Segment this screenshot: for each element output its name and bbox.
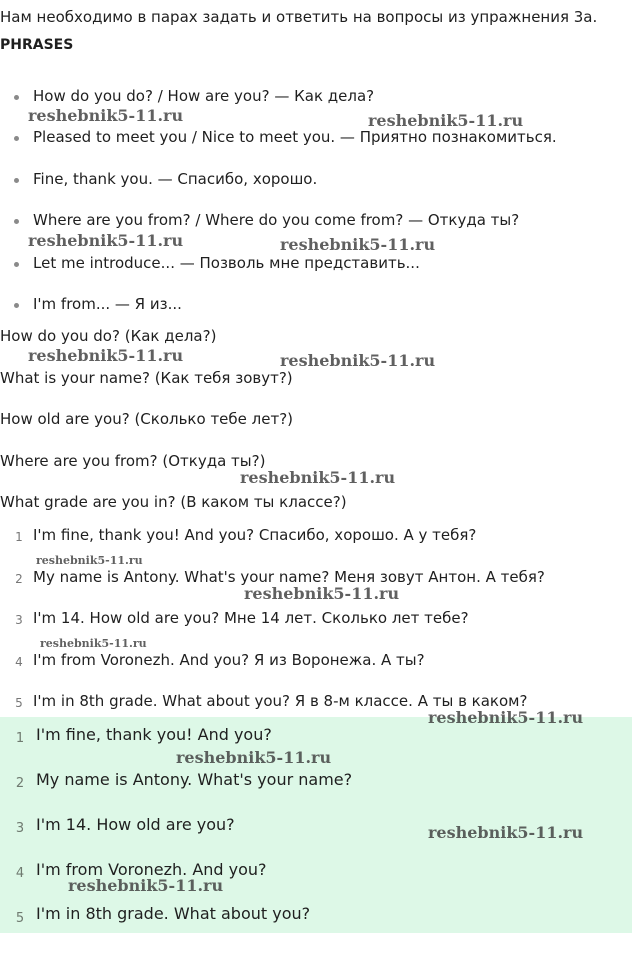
watermark-text: reshebnik5-11.ru [68, 876, 224, 895]
watermark-text: reshebnik5-11.ru [244, 584, 400, 603]
bullet-icon [14, 219, 19, 224]
phrase-item: Fine, thank you. — Спасибо, хорошо. [33, 170, 318, 188]
watermark-text: reshebnik5-11.ru [368, 111, 524, 130]
list-number: 5 [15, 696, 23, 710]
bullet-icon [14, 178, 19, 183]
highlighted-answer-item: I'm from Voronezh. And you? [36, 860, 267, 879]
list-number: 4 [15, 655, 23, 669]
watermark-text: reshebnik5-11.ru [280, 235, 436, 254]
phrases-heading: PHRASES [0, 37, 74, 53]
phrase-item: I'm from... — Я из... [33, 295, 182, 313]
list-number: 1 [15, 731, 25, 746]
phrase-item: Pleased to meet you / Nice to meet you. — Приятно познакомиться. [33, 128, 557, 146]
answer-item: My name is Antony. What's your name? Меня зовут Антон. А тебя? [33, 568, 545, 586]
list-number: 5 [15, 911, 25, 926]
watermark-text: reshebnik5-11.ru [240, 468, 396, 487]
watermark-text: reshebnik5-11.ru [28, 106, 184, 125]
watermark-text: reshebnik5-11.ru [428, 708, 584, 727]
question-line: Where are you from? (Откуда ты?) [0, 452, 266, 470]
answer-item: I'm from Voronezh. And you? Я из Воронежа. А ты? [33, 651, 425, 669]
phrase-item: Let me introduce... — Позволь мне представить... [33, 254, 420, 272]
question-line: What is your name? (Как тебя зовут?) [0, 369, 293, 387]
bullet-icon [14, 95, 19, 100]
answer-item: I'm fine, thank you! And you? Спасибо, хорошо. А у тебя? [33, 526, 477, 544]
highlighted-answer-item: I'm in 8th grade. What about you? [36, 904, 311, 923]
bullet-icon [14, 303, 19, 308]
highlighted-answer-item: I'm 14. How old are you? [36, 815, 235, 834]
intro-text: Нам необходимо в парах задать и ответить на вопросы из упражнения 3a. [0, 8, 598, 26]
watermark-text: reshebnik5-11.ru [40, 637, 147, 650]
watermark-text: reshebnik5-11.ru [176, 748, 332, 767]
list-number: 3 [15, 613, 23, 627]
highlighted-answer-item: I'm fine, thank you! And you? [36, 725, 272, 744]
bullet-icon [14, 136, 19, 141]
question-line: How old are you? (Сколько тебе лет?) [0, 410, 294, 428]
watermark-text: reshebnik5-11.ru [28, 231, 184, 250]
phrase-item: Where are you from? / Where do you come from? — Откуда ты? [33, 211, 520, 229]
question-line: What grade are you in? (В каком ты классе?) [0, 493, 347, 511]
phrase-item: How do you do? / How are you? — Как дела? [33, 87, 375, 105]
list-number: 2 [15, 572, 23, 586]
list-number: 2 [15, 776, 25, 791]
list-number: 3 [15, 821, 25, 836]
watermark-text: reshebnik5-11.ru [28, 346, 184, 365]
highlighted-answer-item: My name is Antony. What's your name? [36, 770, 353, 789]
watermark-text: reshebnik5-11.ru [428, 823, 584, 842]
answer-item: I'm 14. How old are you? Мне 14 лет. Сколько лет тебе? [33, 609, 469, 627]
watermark-text: reshebnik5-11.ru [280, 351, 436, 370]
bullet-icon [14, 262, 19, 267]
list-number: 1 [15, 530, 23, 544]
list-number: 4 [15, 866, 25, 881]
answer-item: I'm in 8th grade. What about you? Я в 8-м классе. А ты в каком? [33, 692, 528, 710]
question-line: How do you do? (Как дела?) [0, 327, 217, 345]
watermark-text: reshebnik5-11.ru [36, 554, 143, 567]
